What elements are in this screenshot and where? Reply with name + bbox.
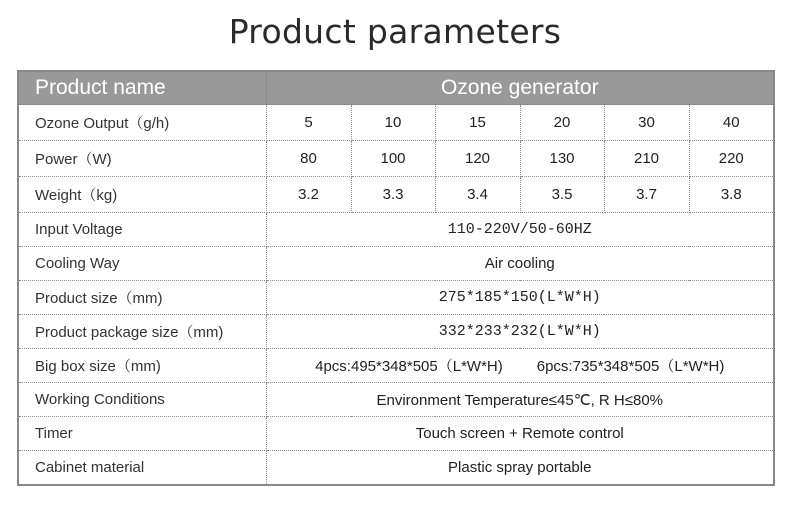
big-box-6pcs: 6pcs:735*348*505（L*W*H): [536, 358, 725, 375]
cell-value: 275*185*150(L*W*H): [266, 281, 774, 315]
row-label: Power（W): [18, 141, 266, 177]
table-row-cabinet-material: [18, 451, 774, 485]
cell-value: 10: [351, 105, 435, 141]
cell-value: 40: [689, 105, 774, 141]
row-label: Input Voltage: [18, 213, 266, 247]
table-row-cooling-way: [18, 247, 774, 281]
cell-value: 110-220V/50-60HZ: [266, 213, 774, 247]
cell-value: 3.5: [520, 177, 604, 213]
table-row-package-size: [18, 315, 774, 349]
cell-value: 3.3: [351, 177, 435, 213]
cell-value: 15: [435, 105, 520, 141]
row-label: Product size（mm): [18, 281, 266, 315]
row-label: Cooling Way: [18, 247, 266, 281]
cell-value: 220: [689, 141, 774, 177]
cell-value: 130: [520, 141, 604, 177]
cell-value: Touch screen + Remote control: [266, 417, 774, 451]
table-row-timer: [18, 417, 774, 451]
table-row-weight: [18, 177, 774, 213]
header-value: Ozone generator: [266, 71, 774, 105]
row-label: Ozone Output（g/h): [18, 105, 266, 141]
cell-value: Plastic spray portable: [266, 451, 774, 485]
table-row-power: [18, 141, 774, 177]
row-label: Cabinet material: [18, 451, 266, 485]
cell-value: 100: [351, 141, 435, 177]
header-label: Product name: [18, 71, 266, 105]
cell-value: Environment Temperature≤45℃, R H≤80%: [266, 383, 774, 417]
row-label: Product package size（mm): [18, 315, 266, 349]
cell-value: 20: [520, 105, 604, 141]
cell-value: 120: [435, 141, 520, 177]
cell-value: 3.7: [604, 177, 689, 213]
table-row-input-voltage: [18, 213, 774, 247]
row-label: Timer: [18, 417, 266, 451]
table-header-row: [18, 71, 774, 105]
row-label: Big box size（mm): [18, 349, 266, 383]
cell-value: [266, 349, 774, 383]
cell-value: 80: [266, 141, 351, 177]
table-row-working-conditions: [18, 383, 774, 417]
cell-value: 30: [604, 105, 689, 141]
table-row-product-size: [18, 281, 774, 315]
cell-value: 3.4: [435, 177, 520, 213]
table-row-big-box-size: [18, 349, 774, 383]
cell-value: 332*233*232(L*W*H): [266, 315, 774, 349]
big-box-4pcs: 4pcs:495*348*505（L*W*H): [315, 358, 503, 375]
table-row-ozone-output: [18, 105, 774, 141]
row-label: Working Conditions: [18, 383, 266, 417]
cell-value: 3.2: [266, 177, 351, 213]
row-label: Weight（kg): [18, 177, 266, 213]
page-title: Product parameters: [228, 12, 562, 51]
cell-value: 210: [604, 141, 689, 177]
cell-value: 3.8: [689, 177, 774, 213]
cell-value: 5: [266, 105, 351, 141]
cell-value: Air cooling: [266, 247, 774, 281]
parameters-table: [17, 70, 775, 486]
